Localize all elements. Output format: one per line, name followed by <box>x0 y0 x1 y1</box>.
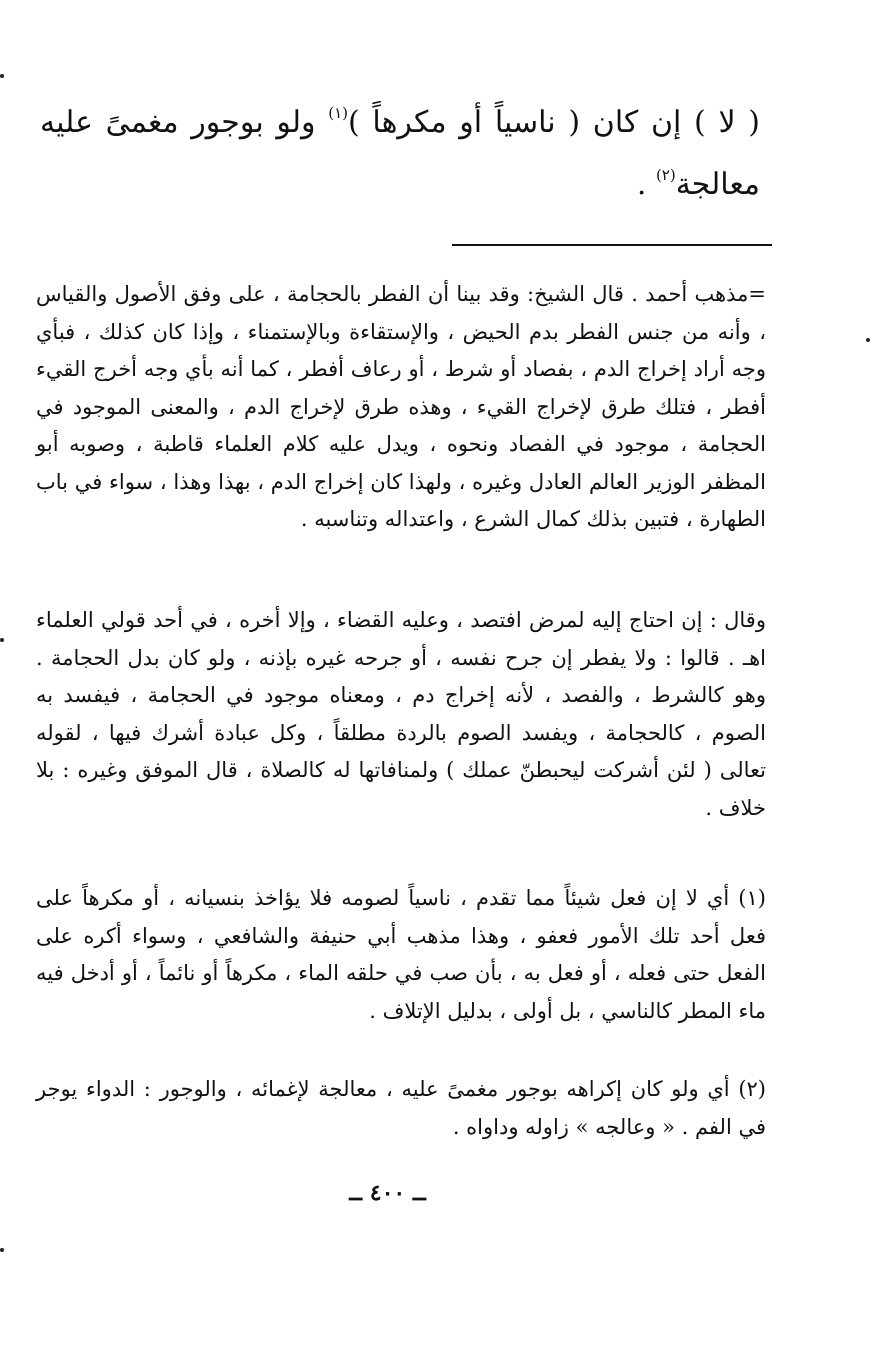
footnote-1: (١) أي لا إن فعل شيئاً مما تقدم ، ناسياً لصومه فلا يؤاخذ بنسيانه ، أو مكرهاً على فعل أحد تلك الأمور فعفو ، وهذا مذهب أبي حنيفة والشافعي ، وسواء أكره على الفعل حتى فعله ، أو فعل به ، بأن صب في حلقه الماء ، مكرهاً أو نائماً ، أو أدخل فيه ماء المطر كالناسي ، بل أولى ، بدليل الإتلاف . <box>36 886 766 1023</box>
main-text-part-2: ولو بوجور مغمىً عليه معالجة <box>40 105 760 202</box>
main-matn-text <box>40 92 760 216</box>
scan-edge-mark <box>866 338 870 342</box>
footnote-marker-2: (٢) <box>655 166 676 184</box>
page-number: ــ ٤٠٠ ــ <box>349 1180 426 1206</box>
scan-edge-mark <box>0 1248 4 1252</box>
scan-edge-mark <box>0 74 4 78</box>
footnote-separator-line <box>452 244 772 246</box>
main-text-end: . <box>636 167 656 202</box>
footnote-paragraph-2: وقال : إن احتاج إليه لمرض افتصد ، وعليه القضاء ، وإلا أخره ، في أحد قولي العلماء اهـ . قالوا : ولا يفطر إن جرح نفسه ، أو جرحه غيره بإذنه ، ولو كان بدل الحجامة . وهو كالشرط ، والفصد ، لأنه إخراج دم ، ومعناه موجود في الحجامة ، فيفسد به الصوم ، كالحجامة ، ويفسد الصوم بالردة مطلقاً ، وكل عبادة أشرك فيها ، لقوله تعالى ( لئن أشركت ليحبطنّ عملك ) ولمنافاتها له كالصلاة ، قال الموفق وغيره : بلا خلاف . <box>36 608 766 820</box>
footnote-marker-1: (١) <box>328 104 349 122</box>
main-text-part-1: ( لا ) إن كان ( ناسياً أو مكرهاً ) <box>348 105 760 140</box>
footnote-2: (٢) أي ولو كان إكراهه بوجور مغمىً عليه ، معالجة لإغمائه ، والوجور : الدواء يوجر في الفم . « وعالجه » زاوله وداواه . <box>36 1077 766 1139</box>
scan-edge-mark <box>0 638 4 642</box>
footnote-continuation-paragraph: =مذهب أحمد . قال الشيخ: وقد بينا أن الفطر بالحجامة ، على وفق الأصول والقياس ، وأنه من جنس الفطر بدم الحيض ، والإستقاءة وبالإستمناء ، وإذا كان كذلك ، فبأي وجه أراد إخراج الدم ، بفصاد أو شرط ، أو رعاف أفطر ، كما أنه بأي وجه أخرج القيء أفطر ، فتلك طرق لإخراج القيء ، وهذه طرق لإخراج الدم ، والمعنى الموجود في الحجامة ، موجود في الفصاد ونحوه ، ويدل عليه كلام العلماء قاطبة ، وصوبه أبو المظفر الوزير العالم العادل وغيره ، ولهذا كان إخراج الدم ، بهذا وهذا ، سواء في باب الطهارة ، فتبين بذلك كمال الشرع ، واعتداله وتناسبه . <box>36 282 766 531</box>
